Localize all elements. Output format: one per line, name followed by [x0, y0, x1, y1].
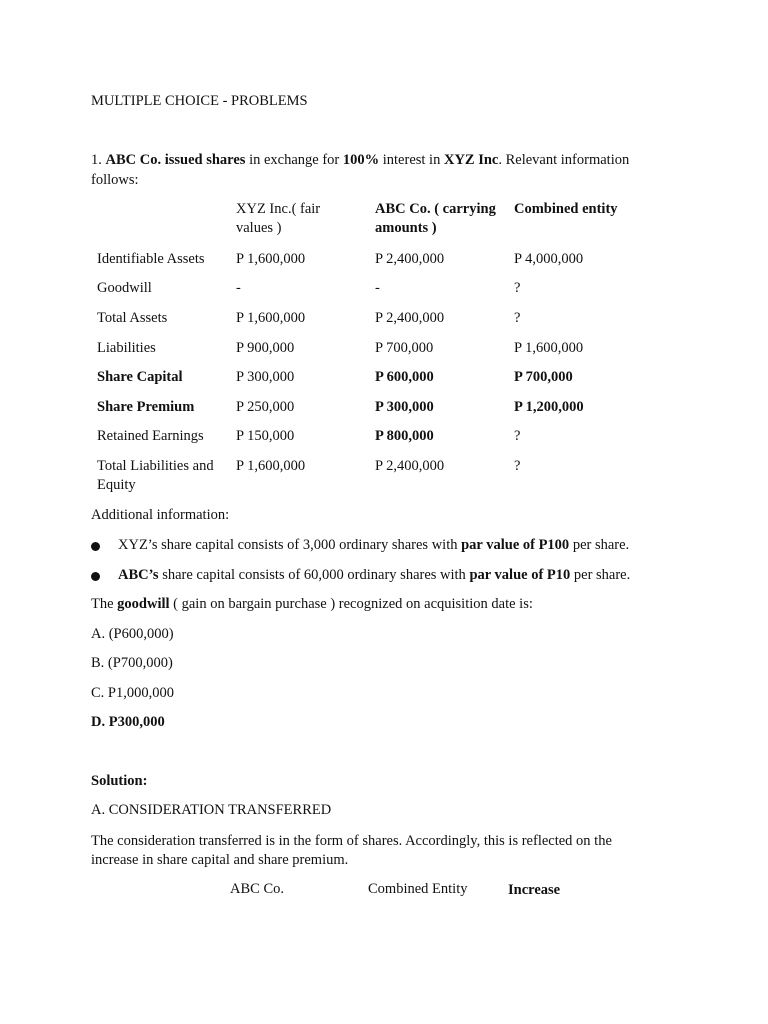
- solution-col-increase: Increase: [508, 882, 561, 898]
- cell-abc: P 300,000: [375, 399, 434, 415]
- question-text: [91, 595, 711, 614]
- row-label: [97, 457, 232, 495]
- cell-combined: ?: [514, 428, 521, 444]
- bullet-emphasis: par value of P10: [469, 567, 571, 583]
- problem-text: . Relevant information: [498, 152, 630, 168]
- cell-abc: P 2,400,000: [375, 458, 445, 474]
- row-label: Liabilities: [97, 340, 156, 356]
- row-label: Total Assets: [97, 310, 168, 326]
- bullet-body: share capital consists of 60,000 ordinary shares with: [158, 567, 470, 583]
- bullet-subject: XYZ’s: [118, 537, 158, 553]
- page-heading: MULTIPLE CHOICE - PROBLEMS: [91, 93, 308, 109]
- cell-abc: -: [375, 280, 380, 296]
- row-label: Share Premium: [97, 399, 195, 415]
- bullet-text: [118, 566, 630, 585]
- problem-statement-line2: follows:: [91, 172, 139, 188]
- solution-section-heading: A. CONSIDERATION TRANSFERRED: [91, 802, 332, 818]
- cell-combined: P 700,000: [514, 369, 573, 385]
- cell-xyz: P 250,000: [236, 399, 295, 415]
- problem-number: 1.: [91, 152, 102, 168]
- cell-abc: P 800,000: [375, 428, 434, 444]
- cell-xyz: P 1,600,000: [236, 251, 306, 267]
- header-abc: [375, 200, 510, 238]
- cell-abc: P 2,400,000: [375, 310, 445, 326]
- solution-paragraph-line1: The consideration transferred is in the form of shares. Accordingly, this is reflected on the: [91, 833, 612, 849]
- cell-combined: ?: [514, 458, 521, 474]
- problem-text: interest in: [379, 152, 444, 168]
- bullet-tail: per share.: [570, 567, 631, 583]
- header-xyz-line1: XYZ Inc.( fair: [236, 201, 321, 217]
- header-xyz-line2: values ): [236, 220, 282, 236]
- header-combined: Combined entity: [514, 201, 618, 217]
- row-label: Share Capital: [97, 369, 183, 385]
- row-label: Retained Earnings: [97, 428, 204, 444]
- bullet-dot-icon: [91, 572, 100, 581]
- problem-statement: [91, 151, 691, 170]
- row-label: Goodwill: [97, 280, 152, 296]
- row-label-line1: Total Liabilities and: [97, 458, 214, 474]
- problem-percent: 100%: [342, 152, 380, 168]
- choice-b: B. (P700,000): [91, 655, 173, 671]
- row-label: Identifiable Assets: [97, 251, 205, 267]
- header-abc-name: ABC Co: [375, 201, 427, 217]
- cell-combined: ?: [514, 280, 521, 296]
- cell-abc: P 2,400,000: [375, 251, 445, 267]
- bullet-item: [91, 536, 711, 556]
- row-label-line2: Equity: [97, 477, 136, 493]
- solution-title: Solution:: [91, 773, 148, 789]
- header-abc-line2: amounts ): [375, 220, 437, 236]
- question-post: ( gain on bargain purchase ) recognized on acquisition date is:: [169, 596, 533, 612]
- cell-xyz: P 1,600,000: [236, 310, 306, 326]
- cell-combined: P 1,600,000: [514, 340, 584, 356]
- solution-col-combined: Combined Entity: [368, 881, 468, 897]
- header-xyz: [236, 200, 361, 238]
- cell-xyz: -: [236, 280, 241, 296]
- question-emphasis: goodwill: [117, 596, 170, 612]
- choice-a: A. (P600,000): [91, 626, 174, 642]
- bullet-tail: per share.: [569, 537, 630, 553]
- choice-d: D. P300,000: [91, 714, 165, 730]
- solution-paragraph-line2: increase in share capital and share premium.: [91, 852, 349, 868]
- cell-xyz: P 900,000: [236, 340, 295, 356]
- choice-c: C. P1,000,000: [91, 685, 174, 701]
- bullet-dot-icon: [91, 542, 100, 551]
- bullet-body: share capital consists of 3,000 ordinary shares with: [157, 537, 462, 553]
- cell-abc: P 700,000: [375, 340, 434, 356]
- header-abc-label: . ( carrying: [426, 201, 496, 217]
- cell-abc: P 600,000: [375, 369, 434, 385]
- problem-target: XYZ Inc: [443, 152, 499, 168]
- cell-xyz: P 300,000: [236, 369, 295, 385]
- problem-issuer: ABC Co. issued shares: [105, 152, 246, 168]
- bullet-subject: ABC’s: [118, 567, 159, 583]
- cell-xyz: P 1,600,000: [236, 458, 306, 474]
- bullet-emphasis: par value of P100: [461, 537, 570, 553]
- question-pre: The: [91, 596, 118, 612]
- cell-xyz: P 150,000: [236, 428, 295, 444]
- cell-combined: P 4,000,000: [514, 251, 584, 267]
- cell-combined: P 1,200,000: [514, 399, 584, 415]
- bullet-text: [118, 536, 629, 555]
- cell-combined: ?: [514, 310, 521, 326]
- additional-info-heading: Additional information:: [91, 507, 230, 523]
- problem-text: in exchange for: [245, 152, 343, 168]
- solution-col-abc: ABC Co.: [230, 881, 284, 897]
- bullet-item: [91, 566, 711, 586]
